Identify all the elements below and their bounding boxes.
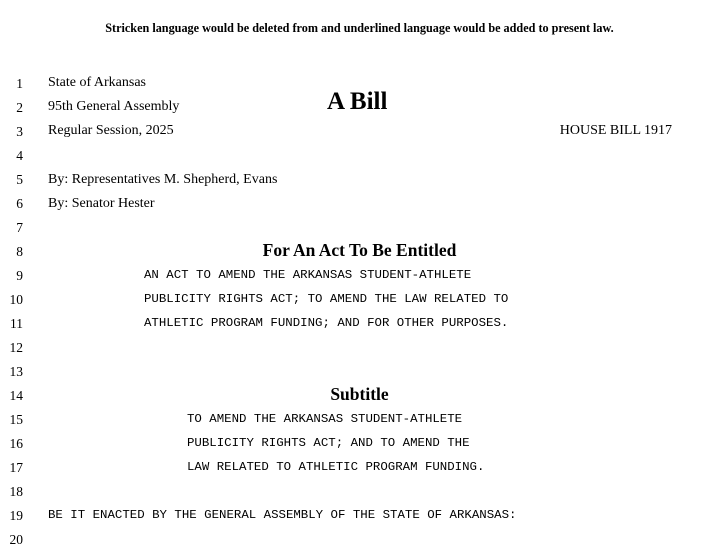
amendment-notice: Stricken language would be deleted from and underlined language would be added to present law. (105, 21, 614, 35)
general-assembly: 95th General Assembly (48, 99, 180, 114)
line-number: 5 (16, 172, 23, 187)
state-name: State of Arkansas (48, 75, 146, 90)
subtitle-heading: Subtitle (330, 384, 389, 404)
bill-number: HOUSE BILL 1917 (559, 123, 672, 138)
line-number: 8 (16, 244, 23, 259)
line-number: 20 (9, 532, 23, 547)
line-number: 9 (16, 268, 23, 283)
line-number: 19 (9, 508, 23, 523)
document-title: A Bill (327, 88, 388, 115)
enacting-clause: BE IT ENACTED BY THE GENERAL ASSEMBLY OF THE STATE OF ARKANSAS: (48, 508, 517, 522)
line-number: 13 (9, 364, 23, 379)
line-number: 4 (16, 148, 23, 163)
entitled-line: PUBLICITY RIGHTS ACT; TO AMEND THE LAW RELATED TO (144, 292, 509, 306)
line-number: 10 (9, 292, 23, 307)
line-number: 18 (9, 484, 23, 499)
line-number: 11 (10, 316, 23, 331)
line-number: 1 (16, 76, 23, 91)
line-number: 6 (16, 196, 23, 211)
line-number: 17 (9, 460, 23, 475)
line-number: 16 (9, 436, 23, 451)
line-number: 3 (16, 124, 23, 139)
entitled-line: AN ACT TO AMEND THE ARKANSAS STUDENT-ATHLETE (144, 268, 472, 282)
subtitle-line: TO AMEND THE ARKANSAS STUDENT-ATHLETE (187, 412, 463, 426)
session: Regular Session, 2025 (48, 123, 174, 138)
line-number: 15 (9, 412, 23, 427)
subtitle-line: PUBLICITY RIGHTS ACT; AND TO AMEND THE (187, 436, 470, 450)
sponsor-representatives: By: Representatives M. Shepherd, Evans (48, 172, 278, 187)
line-number: 14 (9, 388, 23, 403)
entitled-line: ATHLETIC PROGRAM FUNDING; AND FOR OTHER PURPOSES. (144, 316, 509, 330)
line-number: 12 (9, 340, 23, 355)
line-number: 2 (16, 100, 23, 115)
sponsor-senator: By: Senator Hester (48, 196, 155, 211)
entitled-heading: For An Act To Be Entitled (262, 240, 457, 260)
subtitle-line: LAW RELATED TO ATHLETIC PROGRAM FUNDING. (187, 460, 485, 474)
line-number: 7 (16, 220, 23, 235)
